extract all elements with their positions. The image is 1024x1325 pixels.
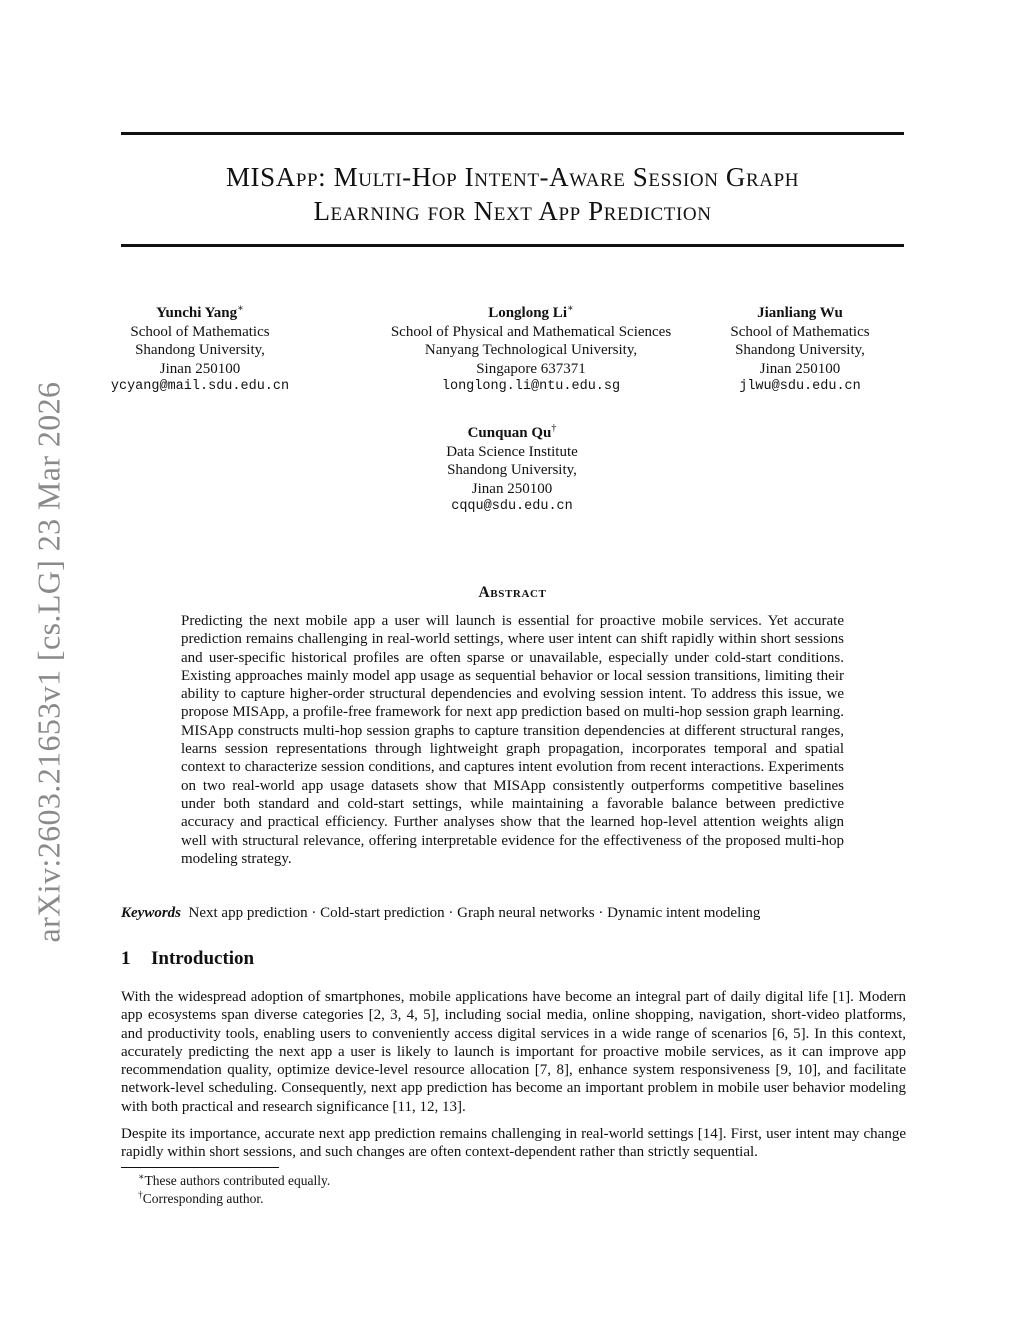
title-top-rule — [121, 132, 904, 135]
title-line-1: MISApp: Multi-Hop Intent-Aware Session Graph — [225, 162, 800, 192]
author-affiliation: Shandong University, — [735, 342, 865, 358]
author-name: Jianliang Wu — [757, 305, 843, 321]
footnote-rule — [121, 1167, 279, 1168]
author-email[interactable]: cqqu@sdu.edu.cn — [451, 499, 573, 514]
footnote-text: Corresponding author. — [142, 1191, 264, 1206]
author-affiliation: Jinan 250100 — [759, 360, 841, 377]
intro-paragraph-2: Despite its importance, accurate next app prediction remains challenging in real-world settings [14]. First, user intent may change rapidly within short sessions, and such changes are often context-dependent rather than strictly sequential. — [121, 1126, 906, 1161]
footnote — [138, 1172, 330, 1189]
author-affiliation: School of Mathematics — [130, 323, 270, 340]
author-email[interactable]: longlong.li@ntu.edu.sg — [441, 379, 621, 394]
footnote-mark: ∗ — [138, 1172, 145, 1183]
paper-title — [121, 160, 904, 228]
footnote-mark: † — [138, 1190, 143, 1201]
footnote-text: These authors contributed equally. — [144, 1173, 331, 1188]
author-affiliation: School of Physical and Mathematical Sciences — [390, 323, 672, 340]
author-email[interactable]: jlwu@sdu.edu.cn — [739, 379, 861, 394]
author-mark: ∗ — [566, 303, 574, 314]
intro-paragraph-1: With the widespread adoption of smartphones, mobile applications have become an integral part of daily digital life [1]. Modern app ecosystems span diverse categories [2, 3, 4, 5], including social media, online shopping, navigation, short-video platforms, and productivity tools, enabling users to conveniently access digital services in a wide range of scenarios [6, 5]. In this context, accurately predicting the next app a user is likely to launch is important for proactive mobile services, as it can improve app recommendation quality, optimize device-level resource allocation [7, 8], enhance system responsiveness [9, 10], and facilitate network-level scheduling. Consequently, next app prediction has become an important problem in mobile user behavior modeling with both practical and research significance [11, 12, 13]. — [121, 989, 906, 1115]
footnote — [138, 1190, 264, 1207]
section-number: 1 — [121, 948, 131, 969]
author-affiliation: Singapore 637371 — [476, 360, 586, 377]
author-card — [100, 304, 300, 397]
keywords-text: Next app prediction · Cold-start prediction · Graph neural networks · Dynamic intent modeling — [188, 905, 761, 921]
author-name: Longlong Li — [488, 305, 567, 321]
author-email[interactable]: ycyang@mail.sdu.edu.cn — [110, 379, 290, 394]
author-name: Cunquan Qu — [467, 425, 552, 441]
author-card — [700, 304, 900, 397]
section-heading — [121, 948, 254, 970]
abstract-heading: Abstract — [478, 584, 547, 601]
author-mark: † — [551, 423, 557, 434]
author-affiliation: Shandong University, — [447, 462, 577, 478]
keywords-label: Keywords — [121, 905, 181, 921]
arxiv-identifier: arXiv:2603.21653v1 [cs.LG] 23 Mar 2026 — [30, 381, 67, 943]
author-card — [412, 424, 612, 517]
author-affiliation: Nanyang Technological University, — [424, 342, 638, 358]
author-affiliation: Jinan 250100 — [159, 360, 241, 377]
author-name: Yunchi Yang — [156, 305, 238, 321]
author-affiliation: School of Mathematics — [730, 323, 870, 340]
abstract-body: Predicting the next mobile app a user will launch is essential for proactive mobile services. Yet accurate prediction remains challenging in real-world settings, where user intent can shift rapidly within short sessions and user-specific historical profiles are often sparse or unavailable, especially under cold-start conditions. Existing approaches mainly model app usage as sequential behavior or local session transitions, limiting their ability to capture higher-order structural dependencies and evolving session intent. To address this issue, we propose MISApp, a profile-free framework for next app prediction based on multi-hop session graph learning. MISApp constructs multi-hop session graphs to capture transition dependencies at different structural ranges, learns session representations through lightweight graph propagation, incorporates temporal and spatial context to characterize session conditions, and captures intent evolution from recent interactions. Experiments on two real-world app usage datasets show that MISApp consistently outperforms competitive baselines under both standard and cold-start settings, while maintaining a favorable balance between predictive accuracy and practical efficiency. Further analyses show that the learned hop-level attention weights align well with structural relevance, offering interpretable evidence for the effectiveness of the proposed multi-hop modeling strategy. — [181, 613, 844, 867]
title-bottom-rule — [121, 244, 904, 247]
author-card — [351, 304, 711, 397]
author-mark: ∗ — [237, 303, 244, 314]
title-line-2: Learning for Next App Prediction — [313, 196, 712, 226]
keywords-line — [121, 904, 904, 922]
author-affiliation: Jinan 250100 — [471, 480, 553, 497]
author-affiliation: Data Science Institute — [446, 443, 578, 460]
section-title: Introduction — [151, 948, 255, 969]
author-affiliation: Shandong University, — [135, 342, 265, 358]
